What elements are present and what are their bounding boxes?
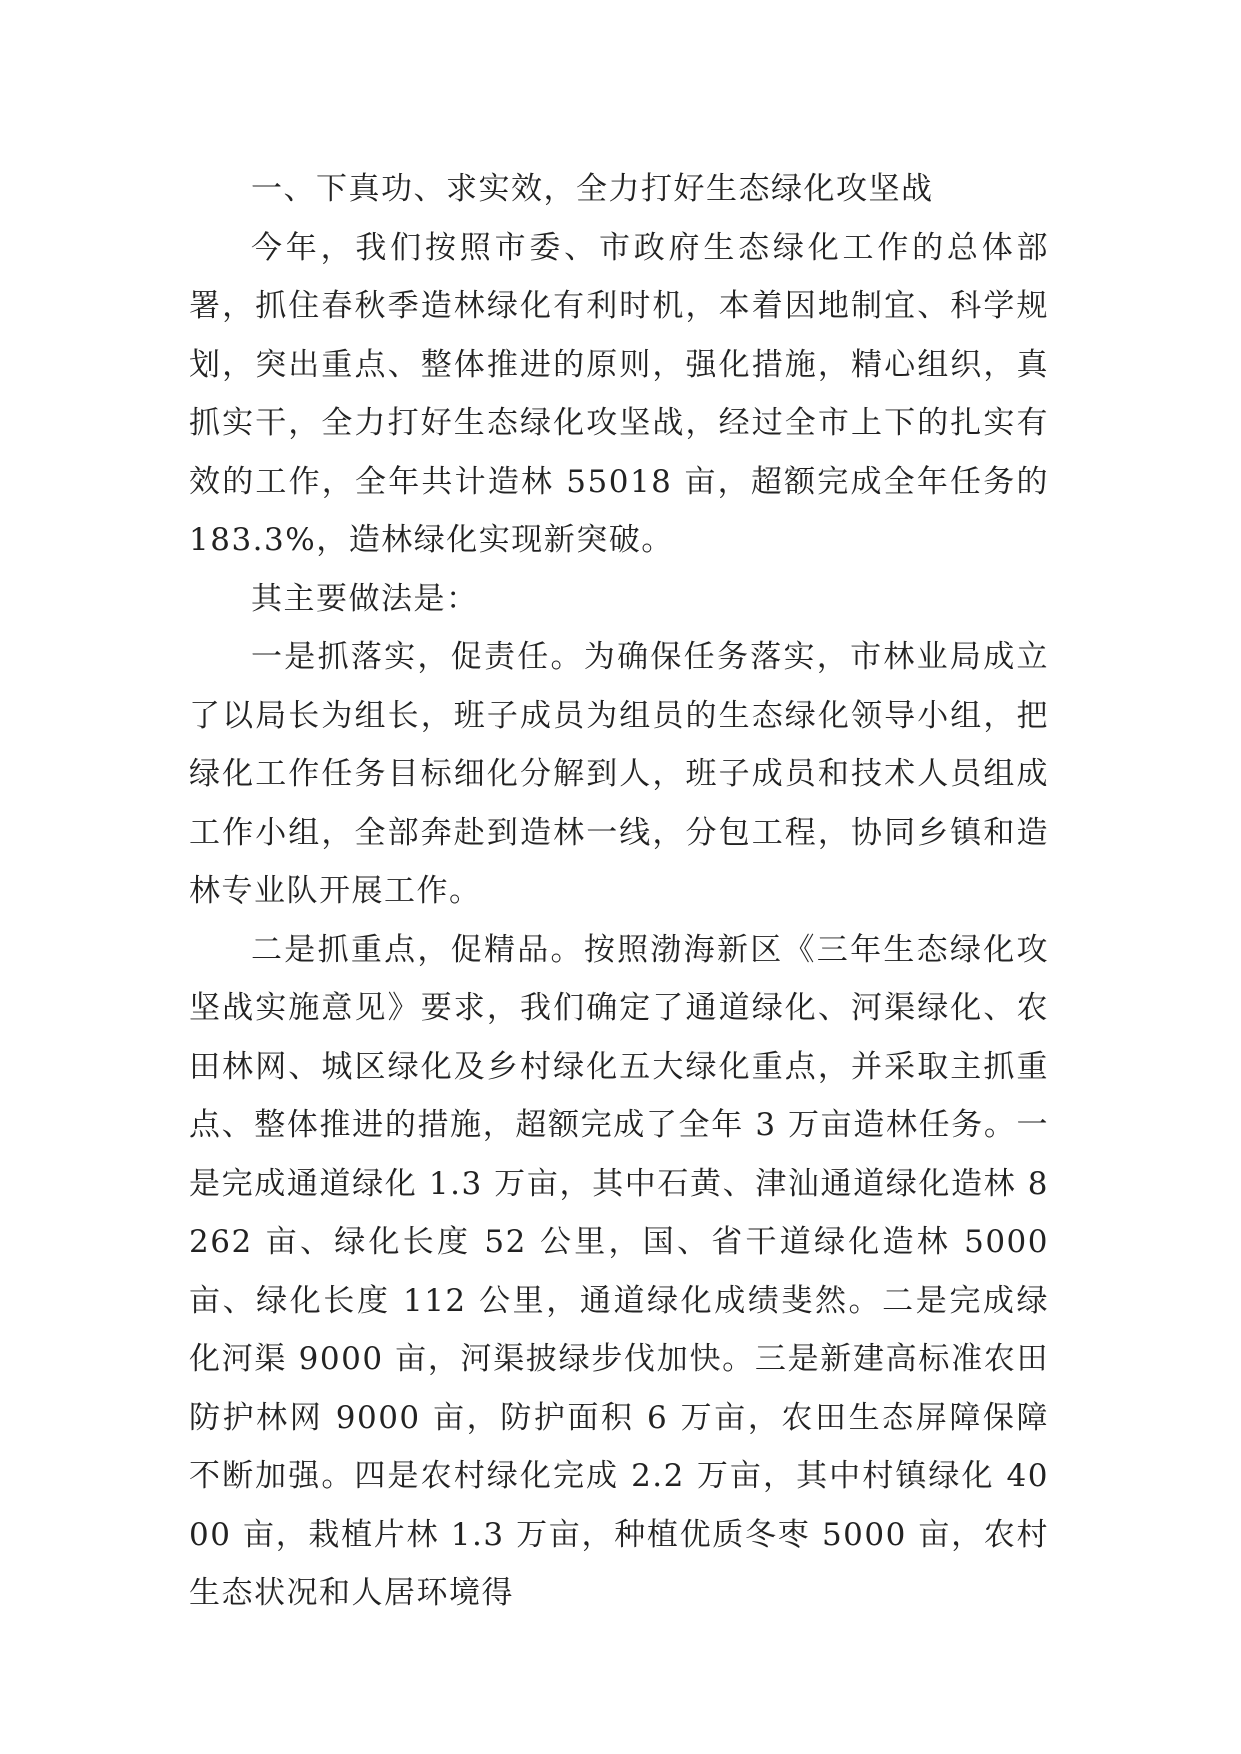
paragraph-implementation: 一是抓落实，促责任。为确保任务落实，市林业局成立了以局长为组长，班子成员为组员的生态绿化领导小组，把绿化工作任务目标细化分解到人，班子成员和技术人员组成工作小组，全部奔赴到造林一线，分包工程，协同乡镇和造林专业队开展工作。	[189, 639, 1049, 909]
document-body	[189, 160, 1049, 1623]
section-heading: 一、下真功、求实效，全力打好生态绿化攻坚战	[251, 171, 934, 207]
paragraph-key-points: 二是抓重点，促精品。按照渤海新区《三年生态绿化攻坚战实施意见》要求，我们确定了通道绿化、河渠绿化、农田林网、城区绿化及乡村绿化五大绿化重点，并采取主抓重点、整体推进的措施，超额完成了全年 3 万亩造林任务。一是完成通道绿化 1.3 万亩，其中石黄、津汕通道绿化造林 8262 亩、绿化长度 52 公里，国、省干道绿化造林 5000 亩、绿化长度 112 公里，通道绿化成绩斐然。二是完成绿化河渠 9000 亩，河渠披绿步伐加快。三是新建高标准农田防护林网 9000 亩，防护面积 6 万亩，农田生态屏障保障不断加强。四是农村绿化完成 2.2 万亩，其中村镇绿化 4000 亩，栽植片林 1.3 万亩，种植优质冬枣 5000 亩，农村生态状况和人居环境得	[189, 931, 1049, 1611]
paragraph-methods-intro: 其主要做法是：	[251, 580, 479, 617]
paragraph-overview: 今年，我们按照市委、市政府生态绿化工作的总体部署，抓住春秋季造林绿化有利时机，本着因地制宜、科学规划，突出重点、整体推进的原则，强化措施，精心组织，真抓实干，全力打好生态绿化攻坚战，经过全市上下的扎实有效的工作，全年共计造林 55018 亩，超额完成全年任务的183.3%，造林绿化实现新突破。	[189, 229, 1049, 558]
